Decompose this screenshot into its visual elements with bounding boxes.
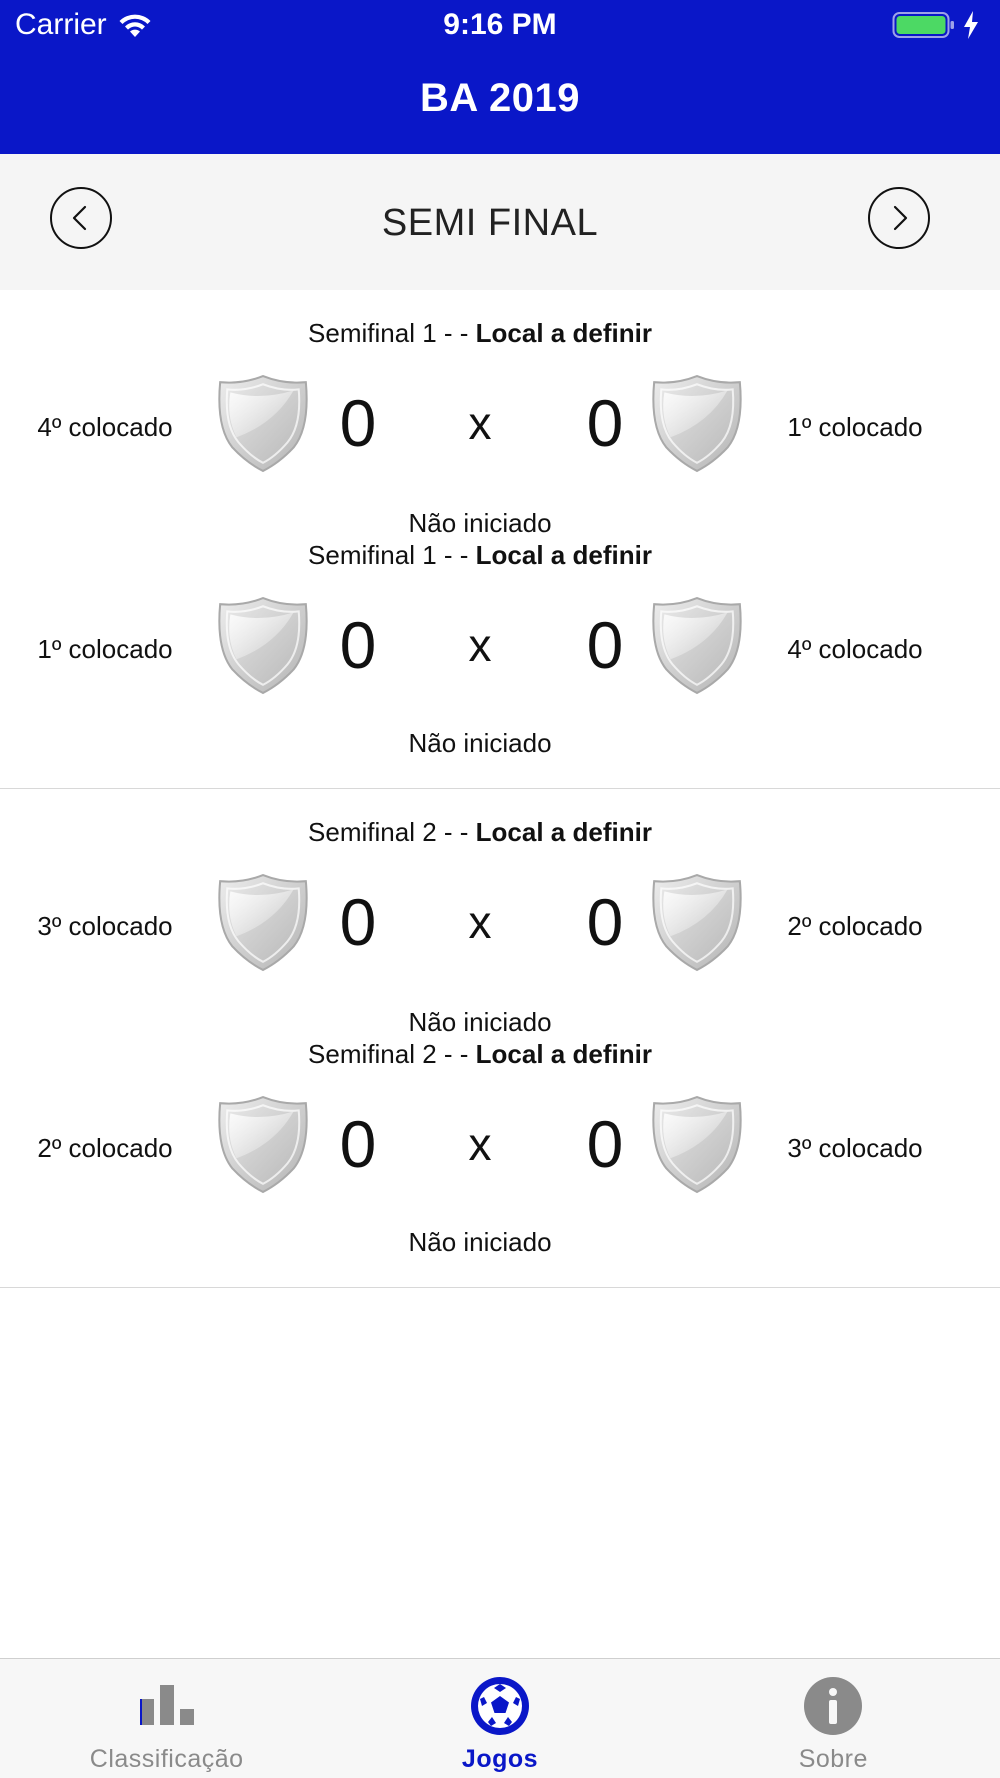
page-title: BA 2019 xyxy=(420,76,580,120)
match-header xyxy=(0,1039,960,1070)
match-list xyxy=(0,290,1000,1288)
away-score: 0 xyxy=(586,386,624,460)
round-title: SEMI FINAL xyxy=(381,202,599,244)
match-card[interactable] xyxy=(0,1011,1000,1287)
match-header xyxy=(0,540,960,571)
charging-bolt-icon xyxy=(962,10,980,40)
score-separator: x xyxy=(468,397,492,449)
home-score: 0 xyxy=(339,386,377,460)
away-team-name: 2º colocado xyxy=(787,911,923,941)
tab-label: Sobre xyxy=(798,1745,868,1773)
away-score: 0 xyxy=(586,1107,624,1181)
home-team-crest-icon xyxy=(212,871,314,973)
match-venue: Local a definir xyxy=(475,1039,652,1069)
next-round-button[interactable] xyxy=(868,187,930,249)
info-icon xyxy=(802,1675,864,1737)
match-venue: Local a definir xyxy=(475,318,652,348)
match-status: Não iniciado xyxy=(408,1007,552,1037)
home-team-crest-icon xyxy=(212,372,314,474)
away-score: 0 xyxy=(586,885,624,959)
match-status: Não iniciado xyxy=(408,728,552,758)
match-status: Não iniciado xyxy=(408,1227,552,1257)
away-team-crest-icon xyxy=(646,372,748,474)
match-group-semifinal-1 xyxy=(0,290,1000,789)
match-status: Não iniciado xyxy=(408,508,552,538)
away-team-crest-icon xyxy=(646,594,748,696)
round-selector xyxy=(0,154,1000,290)
match-label: Semifinal 1 - - xyxy=(308,318,469,348)
battery-icon xyxy=(892,10,956,40)
match-header xyxy=(0,817,960,848)
match-header xyxy=(0,318,960,349)
tab-bar xyxy=(0,1658,1000,1778)
away-score: 0 xyxy=(586,608,624,682)
home-team-name: 2º colocado xyxy=(37,1133,173,1163)
tab-label: Jogos xyxy=(461,1745,539,1773)
away-team-name: 3º colocado xyxy=(787,1133,923,1163)
away-team-crest-icon xyxy=(646,871,748,973)
home-team-name: 3º colocado xyxy=(37,911,173,941)
match-card[interactable] xyxy=(0,512,1000,788)
match-group-semifinal-2 xyxy=(0,789,1000,1288)
score-separator: x xyxy=(468,1118,492,1170)
score-separator: x xyxy=(468,619,492,671)
home-team-crest-icon xyxy=(212,1093,314,1195)
match-label: Semifinal 1 - - xyxy=(308,540,469,570)
score-separator: x xyxy=(468,896,492,948)
match-card[interactable] xyxy=(0,789,1000,1037)
match-venue: Local a definir xyxy=(475,817,652,847)
home-score: 0 xyxy=(339,885,377,959)
tab-jogos[interactable] xyxy=(333,1659,666,1778)
home-team-name: 1º colocado xyxy=(37,634,173,664)
tab-classificacao[interactable] xyxy=(0,1659,333,1778)
away-team-name: 4º colocado xyxy=(787,634,923,664)
match-label: Semifinal 2 - - xyxy=(308,817,469,847)
home-score: 0 xyxy=(339,1107,377,1181)
app-header xyxy=(0,0,1000,154)
status-time: 9:16 PM xyxy=(443,8,557,41)
bar-chart-icon xyxy=(136,1675,198,1737)
match-card[interactable] xyxy=(0,290,1000,538)
match-label: Semifinal 2 - - xyxy=(308,1039,469,1069)
tab-sobre[interactable] xyxy=(667,1659,1000,1778)
home-team-crest-icon xyxy=(212,594,314,696)
carrier-label: Carrier xyxy=(15,8,107,41)
away-team-name: 1º colocado xyxy=(787,412,923,442)
match-venue: Local a definir xyxy=(475,540,652,570)
status-bar xyxy=(0,0,1000,50)
away-team-crest-icon xyxy=(646,1093,748,1195)
home-score: 0 xyxy=(339,608,377,682)
chevron-right-icon xyxy=(884,203,914,233)
soccer-ball-icon xyxy=(469,1675,531,1737)
tab-label: Classificação xyxy=(89,1745,244,1773)
home-team-name: 4º colocado xyxy=(37,412,173,442)
battery-indicator xyxy=(892,10,980,40)
